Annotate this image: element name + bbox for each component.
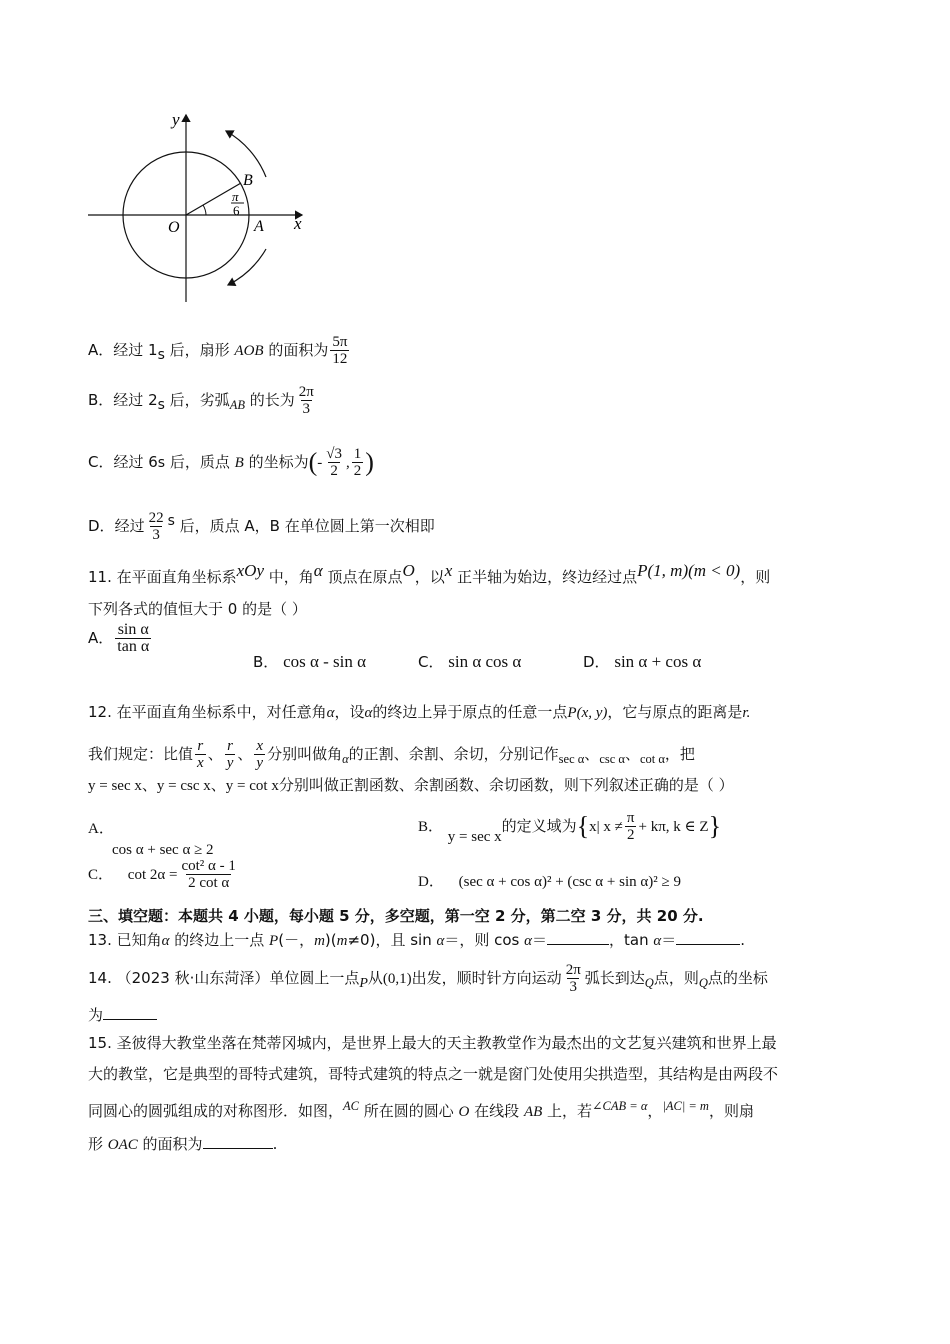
q11-option-d: D． sin α + cos α: [583, 652, 702, 671]
q14-stem-line1: 14. （2023 秋·山东菏泽）单位圆上一点$_P$从(0,1)出发，顺时针方向运动 $\frac{2\pi}{3}$ 弧长到达$_Q$点，则$_Q$点的坐标: [88, 962, 768, 995]
q12-option-c: C． cot 2α = $\frac{\text{cot² α - 1}}{\text{2 cot α}}$: [88, 858, 236, 891]
point-b-label: B: [243, 172, 253, 189]
angle-arc: [203, 205, 206, 215]
q15-line2: 大的教堂，它是典型的哥特式建筑，哥特式建筑的特点之一就是窗门处使用尖拱造型，其结构是由两段不: [88, 1065, 779, 1083]
q11-options: A． $\frac{\text{sin α}}{\text{tan α}}$: [88, 621, 150, 655]
angle-denominator: 6: [233, 203, 240, 218]
arrow-upper: [226, 131, 266, 177]
q10-option-c: C．经过 6s 后，质点 B 的坐标为(- $\frac{√3}{2}$ , $\frac{1}{2}$ ): [88, 446, 374, 479]
q12-option-d: D． (sec α + cos α)² + (csc α + sin α)² ≥ 9: [418, 874, 681, 890]
q11-stem-line1: 11. 在平面直角坐标系$^{xOy}$ 中，角$^\alpha$ 顶点在原点$^O$，以$^x$ 正半轴为始边，终边经过点$^{P(1, m)(m < 0)}$，则: [88, 561, 771, 586]
q14-blank[interactable]: [103, 1005, 157, 1020]
q12-stem-line3: y = sec x、y = csc x、y = cot x分别叫做正割函数、余割函数、余切函数，则下列叙述正确的是（ ）: [88, 776, 734, 794]
section-3-heading: 三、填空题：本题共 4 小题，每小题 5 分，多空题，第一空 2 分，第二空 3 分，共 20 分.: [88, 907, 704, 925]
q14-stem-line2: 为: [88, 1005, 157, 1025]
q10-option-a: A．经过 $1_s$ 后，扇形 AOB 的面积为 $\frac{5\pi}{12}$: [88, 334, 348, 367]
q11-option-b: B． cos α - sin α: [253, 652, 367, 671]
q15-line3: 同圆心的圆弧组成的对称图形．如图，$^{AC}$ 所在圆的圆心 O 在线段 AB 上，若$^{\angle CAB = \alpha}$，$^{|AC| = m}$，则扇: [88, 1099, 754, 1120]
axis-x-label: x: [294, 214, 302, 233]
q15-line1: 15. 圣彼得大教堂坐落在梵蒂冈城内，是世界上最大的天主教教堂作为最杰出的文艺复兴建筑和世界上最: [88, 1034, 777, 1052]
q13-stem: 13. 已知角α 的终边上一点 P(－，m)(m≠0)，且 sin α＝，则 cos α＝ ，tan α＝ .: [88, 931, 746, 949]
q12-stem-line2: 我们规定：比值 $\frac{r}{x}$ 、 $\frac{r}{y}$ 、 $\frac{x}{y}$ 分别叫做角$_\alpha$的正割、余割、余切，分别记作$_{sec \alpha}$、$_{csc \alpha}$、$_{cot \alpha}$，把: [88, 738, 695, 771]
q10-option-d: D．经过 $\frac{22}{3}$ $^s$ 后，质点 A，B 在单位圆上第一次相即: [88, 510, 435, 543]
q12-option-a: A． cos α + sec α ≥ 2: [88, 821, 214, 858]
angle-numerator: π: [232, 189, 239, 204]
arrow-lower: [228, 249, 266, 285]
q15-blank[interactable]: [203, 1134, 273, 1149]
axis-y-label: y: [172, 110, 180, 129]
q15-line4: 形 OAC 的面积为 .: [88, 1135, 278, 1153]
q11-stem-line2: 下列各式的值恒大于 0 的是（ ）: [88, 600, 307, 618]
origin-label: O: [168, 219, 180, 236]
q13-blank-1[interactable]: [547, 930, 609, 945]
q12-option-b: B． y = sec x的定义域为{x| x ≠ $\frac{\pi}{2}$ + kπ, k ∈ Z}: [418, 810, 722, 845]
unit-circle-figure: [80, 105, 320, 310]
q10-option-b: B．经过 $2_s$ 后，劣弧$_{AB}$ 的长为 $\frac{2\pi}{3}$: [88, 384, 314, 417]
point-a-label: A: [254, 218, 264, 235]
q13-blank-2[interactable]: [676, 930, 740, 945]
q12-stem-line1: 12. 在平面直角坐标系中，对任意角α，设α的终边上异于原点的任意一点P(x, y)，它与原点的距离是r.: [88, 703, 751, 721]
q11-option-c: C． sin α cos α: [418, 652, 522, 671]
